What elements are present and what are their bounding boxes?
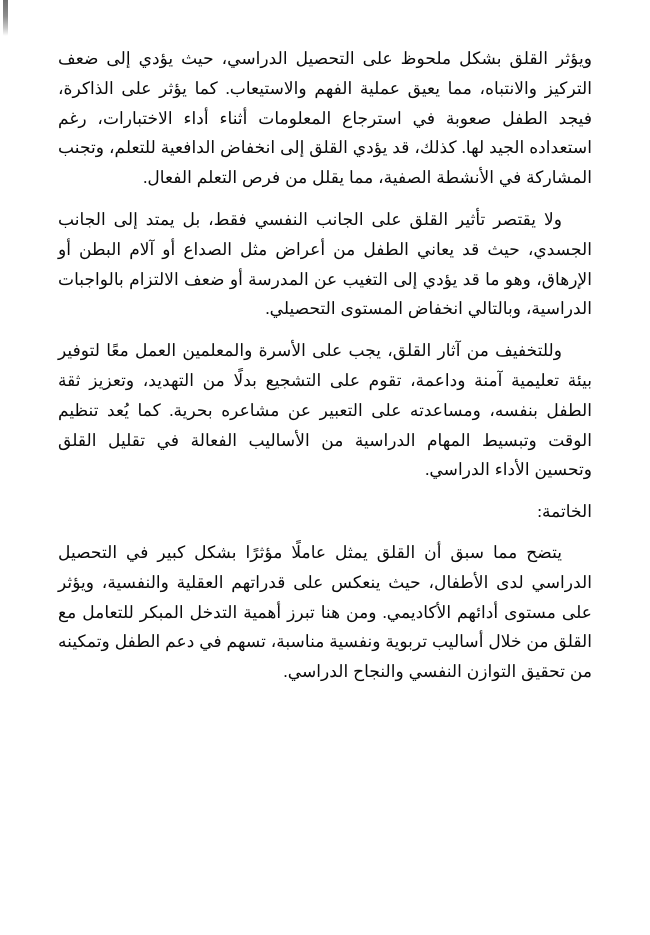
paragraph-conclusion-body: يتضح مما سبق أن القلق يمثل عاملًا مؤثرًا بشكل كبير في التحصيل الدراسي لدى الأطفال، حيث ينعكس على قدراتهم العقلية والنفسية، ويؤثر على مستوى أدائهم الأكاديمي. ومن هنا تبرز أهمية التدخل المبكر للتعامل مع القلق من خلال أساليب تربوية ونفسية مناسبة، تسهم في دعم الطفل وتمكينه من تحقيق التوازن النفسي والنجاح الدراسي. <box>58 542 592 682</box>
page-edge-shadow-artifact <box>3 0 8 36</box>
paragraph-physical-effects: ولا يقتصر تأثير القلق على الجانب النفسي فقط، بل يمتد إلى الجانب الجسدي، حيث قد يعاني الطفل من أعراض مثل الصداع أو آلام البطن أو الإرهاق، وهو ما قد يؤدي إلى التغيب عن المدرسة أو ضعف الالتزام بالواجبات الدراسية، وبالتالي انخفاض المستوى التحصيلي. <box>58 209 592 319</box>
document-body <box>58 44 592 699</box>
paragraph-mitigation-family-teachers: وللتخفيف من آثار القلق، يجب على الأسرة والمعلمين العمل معًا لتوفير بيئة تعليمية آمنة وداعمة، تقوم على التشجيع بدلًا من التهديد، وتعزيز ثقة الطفل بنفسه، ومساعدته على التعبير عن مشاعره بحرية. كما يُعد تنظيم الوقت وتبسيط المهام الدراسية من الأساليب الفعالة في تقليل القلق وتحسين الأداء الدراسي. <box>58 341 592 480</box>
heading-conclusion: الخاتمة: <box>537 502 592 522</box>
paragraph-anxiety-academic-achievement: ويؤثر القلق بشكل ملحوظ على التحصيل الدراسي، حيث يؤدي إلى ضعف التركيز والانتباه، مما يعيق عملية الفهم والاستيعاب. كما يؤثر على الذاكرة، فيجد الطفل صعوبة في استرجاع المعلومات أثناء أداء الاختبارات، رغم استعداده الجيد لها. كذلك، قد يؤدي القلق إلى انخفاض الدافعية للتعلم، وتجنب المشاركة في الأنشطة الصفية، مما يقلل من فرص التعلم الفعال. <box>58 49 592 188</box>
